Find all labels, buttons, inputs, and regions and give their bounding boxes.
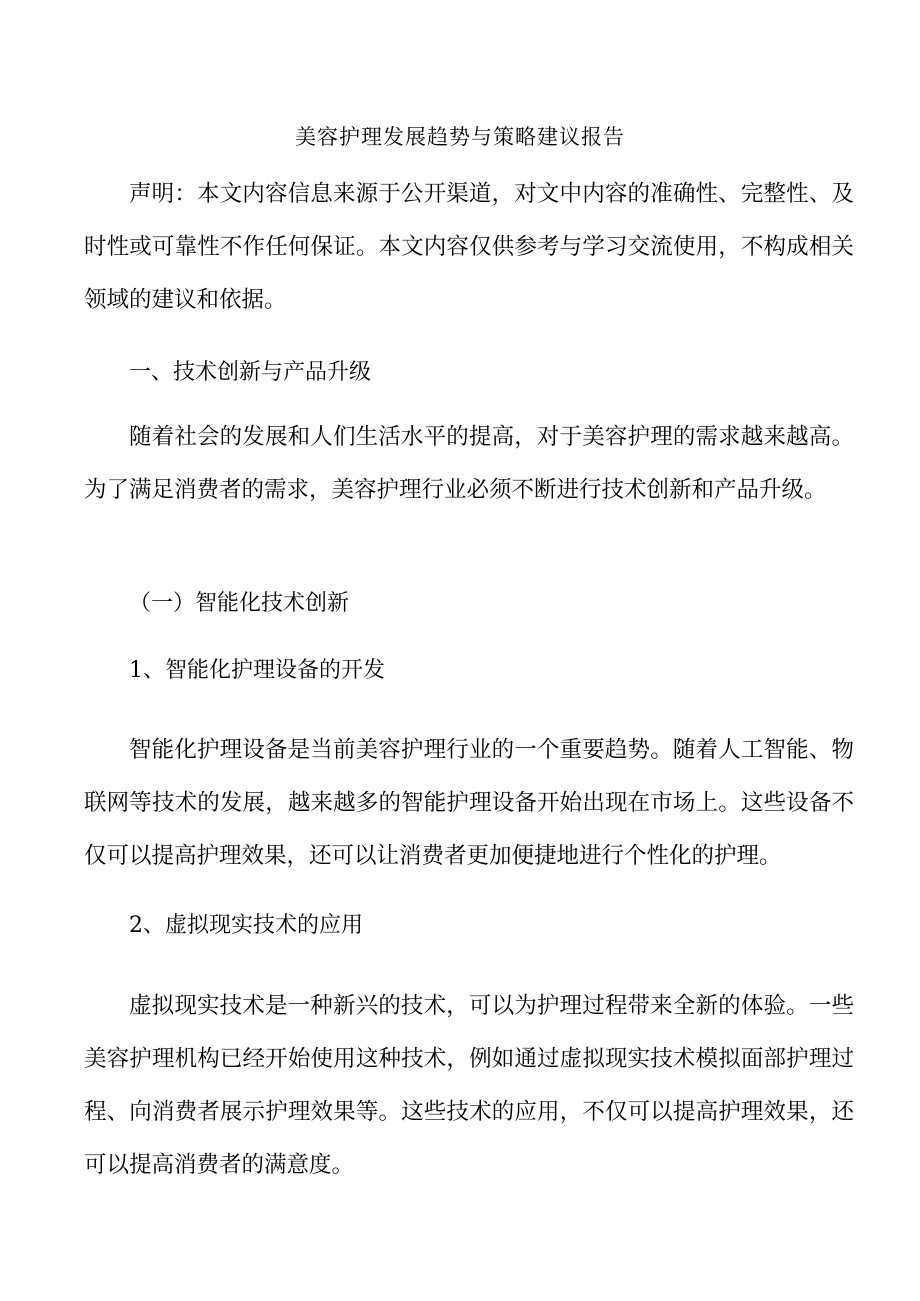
section-heading: 一、技术创新与产品升级 xyxy=(129,360,372,385)
disclaimer-paragraph: 声明：本文内容信息来源于公开渠道，对文中内容的准确性、完整性、及时性或可靠性不作任何保证。本文内容仅供参考与学习交流使用，不构成相关领域的建议和依据。 xyxy=(84,181,854,313)
item-body-2: 虚拟现实技术是一种新兴的技术，可以为护理过程带来全新的体验。一些美容护理机构已经开始使用这种技术，例如通过虚拟现实技术模拟面部护理过程、向消费者展示护理效果等。这些技术的应用，不仅可以提高护理效果，还可以提高消费者的满意度。 xyxy=(84,993,854,1178)
document-title: 美容护理发展趋势与策略建议报告 xyxy=(295,125,625,149)
subsection-heading: （一）智能化技术创新 xyxy=(129,591,350,616)
item-body-1: 智能化护理设备是当前美容护理行业的一个重要趋势。随着人工智能、物联网等技术的发展，越来越多的智能护理设备开始出现在市场上。这些设备不仅可以提高护理效果，还可以让消费者更加便捷地进行个性化的护理。 xyxy=(84,737,854,869)
item-heading-1: 1、智能化护理设备的开发 xyxy=(129,658,385,683)
section-intro-paragraph: 随着社会的发展和人们生活水平的提高，对于美容护理的需求越来越高。为了满足消费者的需求，美容护理行业必须不断进行技术创新和产品升级。 xyxy=(84,424,854,503)
item-heading-2: 2、虚拟现实技术的应用 xyxy=(129,913,363,938)
